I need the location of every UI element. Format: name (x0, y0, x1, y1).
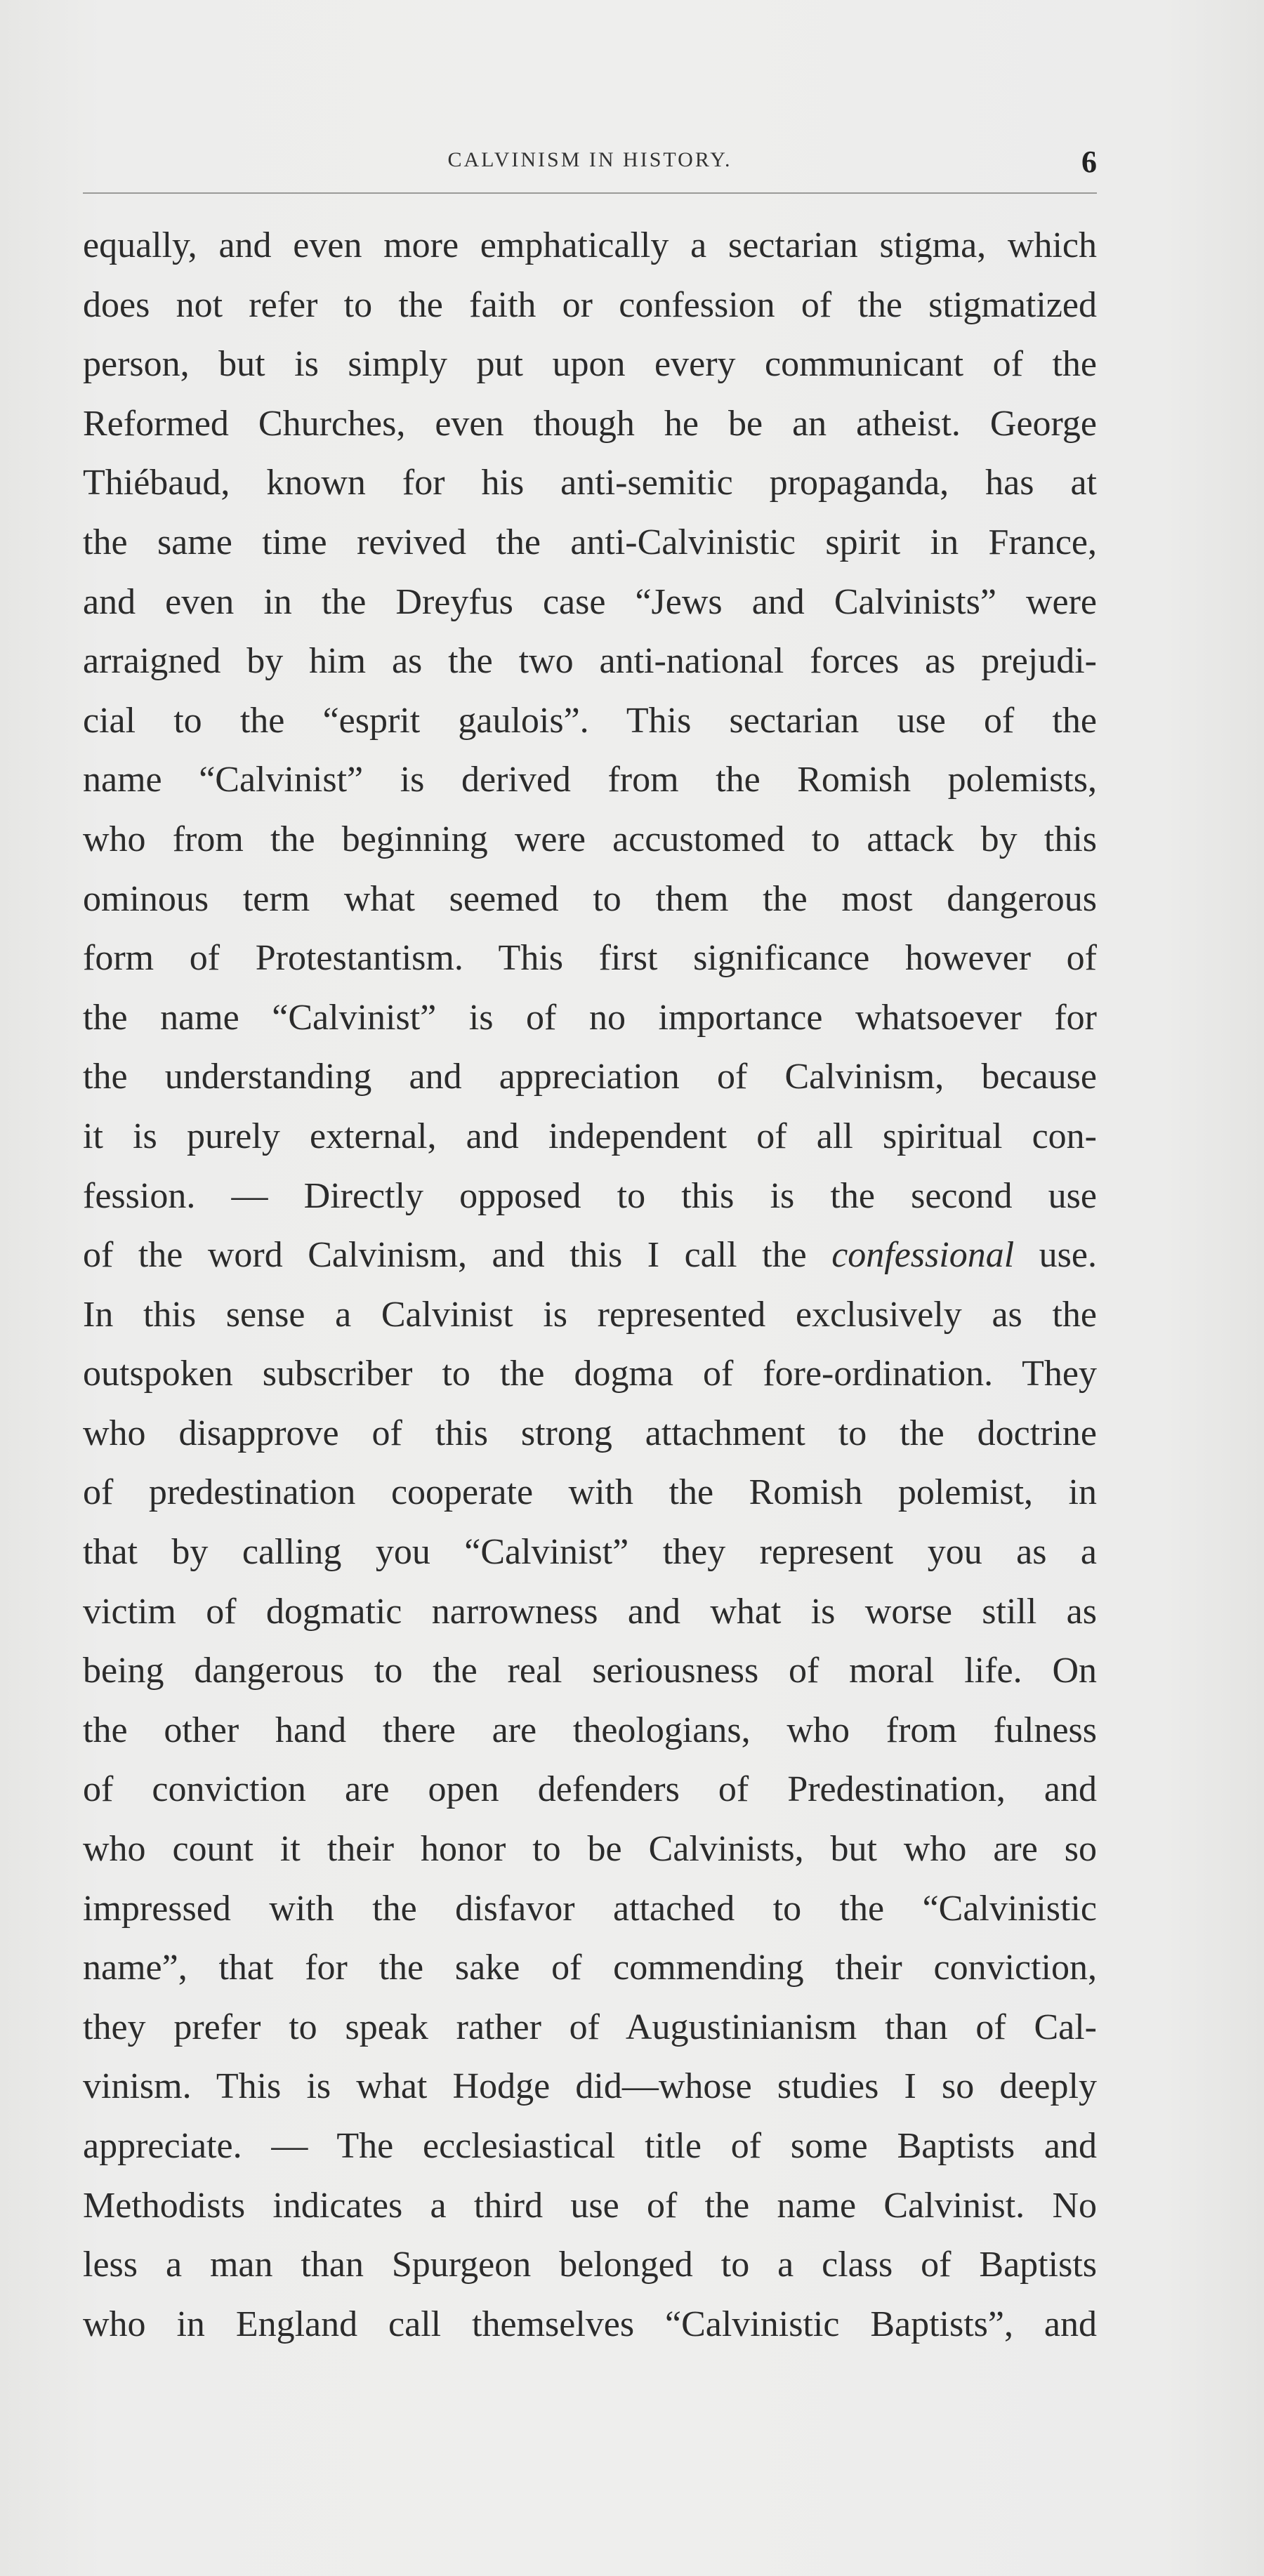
text-line: being dangerous to the real seriousness of moral life. On (83, 1651, 1097, 1691)
text-line: does not refer to the faith or confession of the stigmatized (83, 284, 1097, 325)
text-line: cial to the “esprit gaulois”. This sectarian use of the (83, 700, 1097, 741)
text-line: Thiébaud, known for his anti-semitic propaganda, has at (83, 463, 1097, 503)
text-line: it is purely external, and independent of all spiritual con- (83, 1116, 1097, 1156)
text-line: that by calling you “Calvinist” they represent you as a (83, 1532, 1097, 1573)
text-line-mixed (83, 1226, 1097, 1286)
text-line: fession. — Directly opposed to this is the second use (83, 1175, 1097, 1216)
text-line: who disapprove of this strong attachment to the doctrine (83, 1413, 1097, 1453)
body-text (83, 216, 1097, 2354)
text-line-start: of the word Calvinism, and this I call the (83, 1235, 807, 1276)
text-line: form of Protestantism. This first significance however of (83, 938, 1097, 979)
text-line: less a man than Spurgeon belonged to a class of Baptists (83, 2245, 1097, 2285)
text-line-end: use. (1014, 1235, 1097, 1276)
text-line: who count it their honor to be Calvinists, but who are so (83, 1829, 1097, 1870)
text-line: who from the beginning were accustomed to attack by this (83, 819, 1097, 859)
running-head (83, 144, 1097, 186)
page-number: 6 (1081, 145, 1097, 179)
italic-term: confessional (831, 1235, 1015, 1276)
text-line: appreciate. — The ecclesiastical title of some Baptists and (83, 2126, 1097, 2166)
text-line: who in England call themselves “Calvinistic Baptists”, and (83, 2304, 1097, 2344)
text-line: and even in the Dreyfus case “Jews and Calvinists” were (83, 581, 1097, 622)
text-line: the other hand there are theologians, who from fulness (83, 1710, 1097, 1750)
running-title: CALVINISM IN HISTORY. (447, 148, 732, 171)
text-line: they prefer to speak rather of Augustinianism than of Cal- (83, 2007, 1097, 2047)
text-line: impressed with the disfavor attached to the “Calvinistic (83, 1888, 1097, 1929)
text-line: vinism. This is what Hodge did—whose studies I so deeply (83, 2066, 1097, 2107)
text-line: ominous term what seemed to them the most dangerous (83, 878, 1097, 919)
text-line: victim of dogmatic narrowness and what is worse still as (83, 1591, 1097, 1632)
text-line: outspoken subscriber to the dogma of fore-ordination. They (83, 1354, 1097, 1394)
text-line: the name “Calvinist” is of no importance whatsoever for (83, 997, 1097, 1038)
text-line: the understanding and appreciation of Calvinism, because (83, 1057, 1097, 1097)
text-line: name “Calvinist” is derived from the Romish polemists, (83, 760, 1097, 800)
header-rule (83, 192, 1097, 194)
text-line: In this sense a Calvinist is represented exclusively as the (83, 1294, 1097, 1335)
text-line: person, but is simply put upon every communicant of the (83, 344, 1097, 385)
text-line: name”, that for the sake of commending their conviction, (83, 1948, 1097, 1988)
text-line: the same time revived the anti-Calvinistic spirit in France, (83, 522, 1097, 562)
text-line: arraigned by him as the two anti-national forces as prejudi- (83, 641, 1097, 682)
text-line: of conviction are open defenders of Predestination, and (83, 1769, 1097, 1810)
text-line: Methodists indicates a third use of the name Calvinist. No (83, 2185, 1097, 2226)
text-line: equally, and even more emphatically a sectarian stigma, which (83, 225, 1097, 265)
text-line: of predestination cooperate with the Romish polemist, in (83, 1472, 1097, 1513)
text-line: Reformed Churches, even though he be an atheist. George (83, 403, 1097, 444)
